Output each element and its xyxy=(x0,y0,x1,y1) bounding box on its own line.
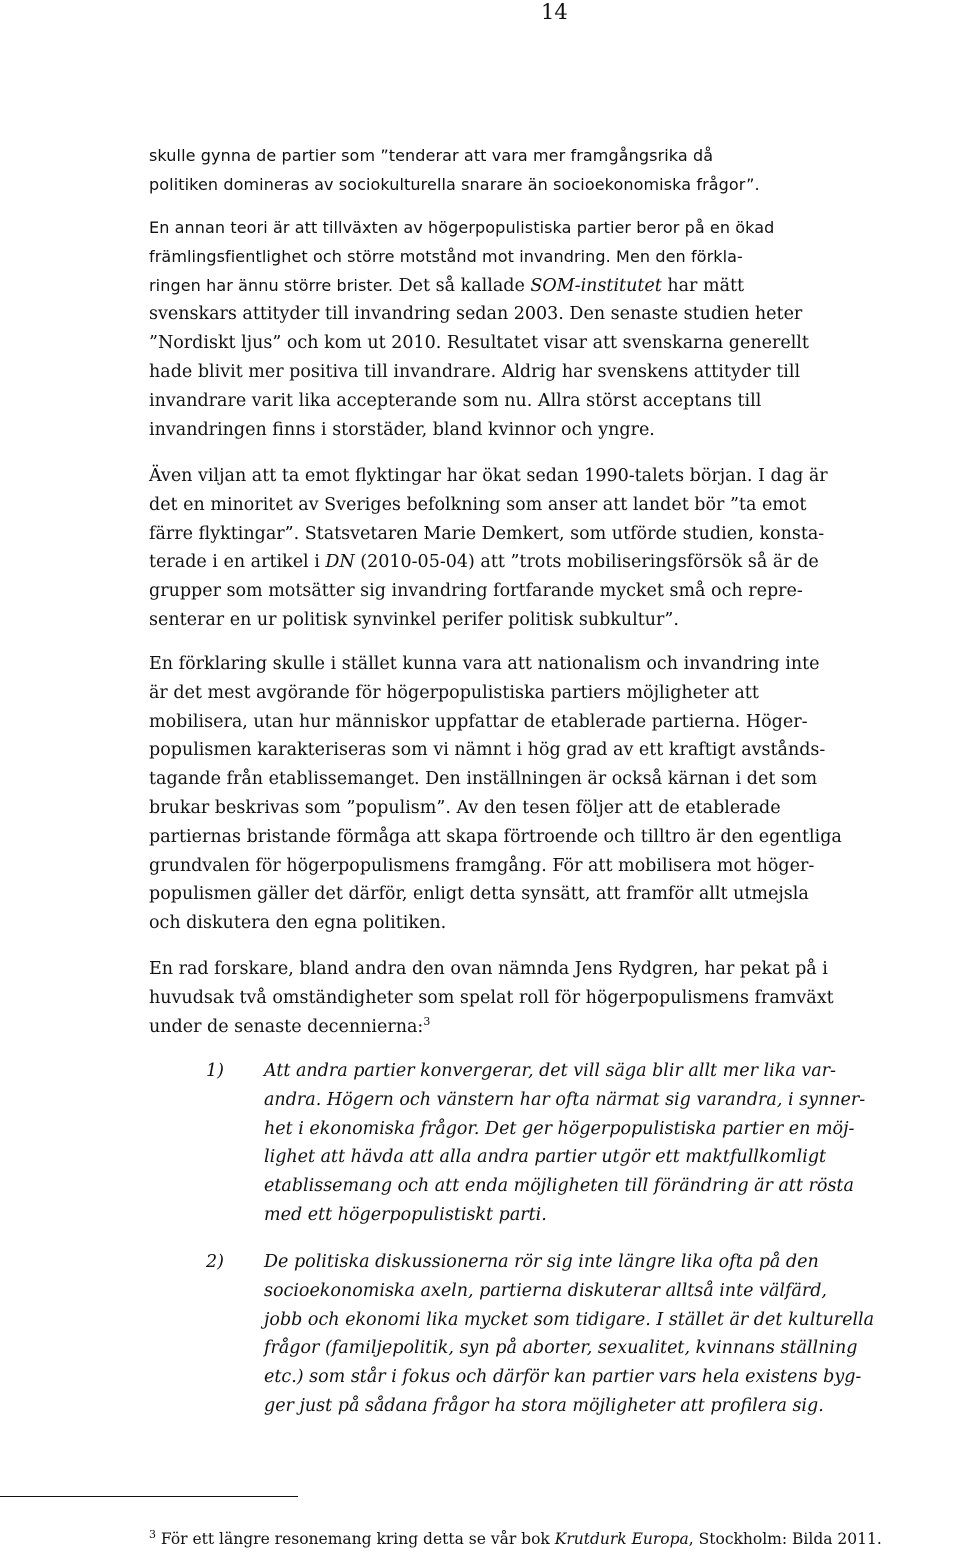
text-line: politiken domineras av sociokulturella snarare än socioekonomiska frågor”. xyxy=(149,175,760,194)
text-line: En förklaring skulle i stället kunna vara att nationalism och invandring inte xyxy=(149,654,820,674)
text-line: Även viljan att ta emot flyktingar har ökat sedan 1990-talets början. I dag är xyxy=(149,466,828,486)
text-line: mobilisera, utan hur människor uppfattar de etablerade partierna. Höger- xyxy=(149,711,808,732)
footnote-ref[interactable]: 3 xyxy=(423,1014,431,1028)
text-line: frågor (familjepolitik, syn på aborter, sexualitet, kvinnans ställning xyxy=(264,1338,858,1359)
text-line: svenskars attityder till invandring sedan 2003. Den senaste studien heter xyxy=(149,304,803,325)
text-line: grupper som motsätter sig invandring fortfarande mycket små och repre- xyxy=(149,581,803,602)
intro-paragraph xyxy=(149,141,960,199)
text-line: främlingsfientlighet och större motstånd mot invandring. Men den förkla- xyxy=(149,246,743,266)
text-line: jobb och ekonomi lika mycket som tidigare. I stället är det kulturella xyxy=(264,1309,875,1330)
text-line: med ett högerpopulistiskt parti. xyxy=(264,1204,547,1225)
paragraph-explanation xyxy=(149,650,960,938)
text-line: är det mest avgörande för högerpopulistiska partiers möjligheter att xyxy=(149,682,759,703)
text-span: , Stockholm: Bilda 2011. xyxy=(688,1530,882,1548)
list-body xyxy=(264,1248,960,1421)
footnote-divider xyxy=(0,1496,298,1497)
text-line: het i ekonomiska frågor. Det ger högerpopulistiska partier en möj- xyxy=(264,1118,855,1139)
list-number: 1) xyxy=(206,1061,224,1081)
text-line: etablissemang och att enda möjligheten till förändring är att rösta xyxy=(264,1176,854,1197)
text-line: populismen karakteriseras som vi nämnt i hög grad av ett kraftigt avstånds- xyxy=(149,740,826,761)
text-line: ”Nordiskt ljus” och kom ut 2010. Resultatet visar att svenskarna generellt xyxy=(149,333,809,354)
text-line: tagande från etablissemanget. Den inställningen är också kärnan i det som xyxy=(149,769,818,790)
text-span: Det så kallade xyxy=(393,275,531,296)
text-line: hade blivit mer positiva till invandrare. Aldrig har svenskens attityder till xyxy=(149,361,801,382)
list-number: 2) xyxy=(206,1252,224,1272)
text-span: terade i en artikel i xyxy=(149,552,326,573)
paragraph-refugees xyxy=(149,462,960,635)
text-line xyxy=(149,1013,960,1042)
text-line: det en minoritet av Sveriges befolkning som anser att landet bör ”ta emot xyxy=(149,494,807,515)
text-line: partiernas bristande förmåga att skapa förtroende och tilltro är den egentliga xyxy=(149,826,842,847)
text-line: senterar en ur politisk synvinkel perifer politisk subkultur”. xyxy=(149,609,679,630)
paragraph-researchers xyxy=(149,955,960,1041)
emphasis-text: SOM-institutet xyxy=(530,275,662,296)
text-line: populismen gäller det därför, enligt detta synsätt, att framför allt utmejsla xyxy=(149,884,809,905)
text-line xyxy=(149,272,960,301)
text-line: andra. Högern och vänstern har ofta närmat sig varandra, i synner- xyxy=(264,1089,866,1110)
text-line: Att andra partier konvergerar, det vill säga blir allt mer lika var- xyxy=(264,1061,836,1081)
text-line: och diskutera den egna politiken. xyxy=(149,913,447,934)
text-line: De politiska diskussionerna rör sig inte längre lika ofta på den xyxy=(264,1252,819,1272)
text-span: ringen har ännu större brister. xyxy=(149,275,394,295)
text-line: huvudsak två omständigheter som spelat roll för högerpopulismens framväxt xyxy=(149,987,834,1008)
text-line: etc.) som står i fokus och därför kan partier vars hela existens byg- xyxy=(264,1367,862,1388)
text-span: För ett längre resonemang kring detta se vår bok xyxy=(156,1530,555,1548)
text-line: socioekonomiska axeln, partierna diskuterar alltså inte välfärd, xyxy=(264,1280,827,1301)
text-line xyxy=(149,548,960,577)
text-span: under de senaste decennierna: xyxy=(149,1016,424,1037)
text-line: lighet att hävda att alla andra partier utgör ett maktfullkomligt xyxy=(264,1147,827,1168)
text-line: färre flyktingar”. Statsvetaren Marie Demkert, som utförde studien, konsta- xyxy=(149,523,825,544)
text-line: ger just på sådana frågor ha stora möjligheter att profilera sig. xyxy=(264,1395,824,1416)
text-line: invandringen finns i storstäder, bland kvinnor och yngre. xyxy=(149,419,655,440)
page-number: 14 xyxy=(541,0,568,24)
text-line: skulle gynna de partier som ”tenderar att vara mer framgångsrika då xyxy=(149,146,714,165)
footnote-marker: 3 xyxy=(149,1527,156,1541)
text-span: har mätt xyxy=(661,275,745,296)
text-line: En annan teori är att tillväxten av högerpopulistiska partier beror på en ökad xyxy=(149,218,775,237)
text-span: (2010-05-04) att ”trots mobiliseringsförsök så är de xyxy=(354,552,819,573)
text-line: grundvalen för högerpopulismens framgång. För att mobilisera mot höger- xyxy=(149,855,815,876)
book-title: Krutdurk Europa xyxy=(554,1530,689,1548)
text-line: En rad forskare, bland andra den ovan nämnda Jens Rydgren, har pekat på i xyxy=(149,959,828,979)
paragraph-attitudes xyxy=(149,214,960,444)
list-body xyxy=(264,1057,960,1230)
emphasis-text: DN xyxy=(325,552,355,573)
text-line: brukar beskrivas som ”populism”. Av den tesen följer att de etablerade xyxy=(149,797,781,818)
text-line: invandrare varit lika accepterande som nu. Allra störst acceptans till xyxy=(149,390,762,411)
footnote xyxy=(149,1528,960,1550)
